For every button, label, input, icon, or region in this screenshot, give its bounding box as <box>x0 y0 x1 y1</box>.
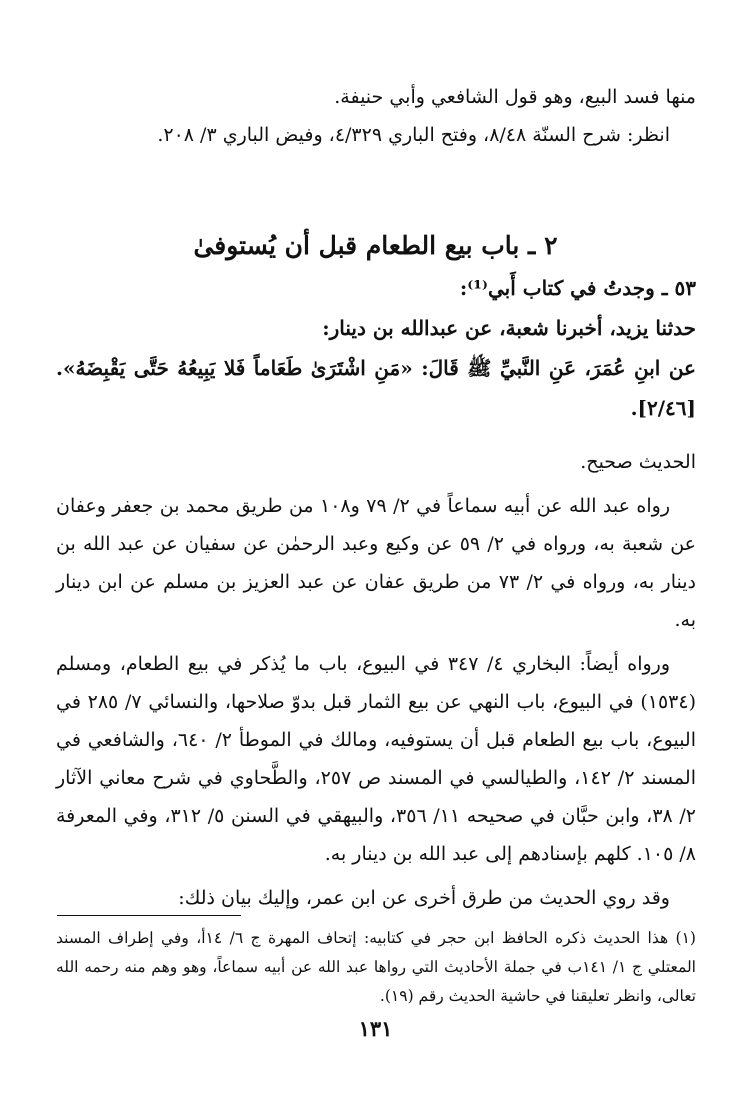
hadith-chain: حدثنا يزيد، أخبرنا شعبة، عن عبدالله بن دينار: <box>322 316 696 340</box>
footnote-separator <box>57 915 241 916</box>
hadith-grade: الحديث صحيح. <box>580 451 696 473</box>
footnote-text: (١) هذا الحديث ذكره الحافظ ابن حجر في كتابيه: إتحاف المهرة ج ٦/ ١٤أ، وفي إطراف المسند المعتلي ج ١/ ١٤١ب في جملة الأحاديث التي رواها عبد الله عن أبيه سماعاً، وهو وهم منه رحمه الله تعالى، وانظر تعليقنا في حاشية الحديث رقم (١٩). <box>56 929 696 1005</box>
intro-section <box>56 78 696 154</box>
hadith-section <box>56 268 696 428</box>
footnote-section <box>56 924 696 1011</box>
intro-line: منها فسد البيع، وهو قول الشافعي وأبي حنيفة. <box>334 86 696 108</box>
hadith-title: ٥٣ ـ وجدتُ في كتاب أَبي⁽¹⁾: <box>459 276 696 300</box>
reference-line: انظر: شرح السنّة ٨/٤٨، وفتح الباري ٤/٣٢٩، وفيض الباري ٣/ ٢٠٨. <box>157 124 670 146</box>
commentary-section <box>56 443 696 917</box>
page-number: ١٣١ <box>358 1016 393 1041</box>
chapter-heading: ٢ ـ باب بيع الطعام قبل أن يُستوفىٰ <box>193 231 558 260</box>
hadith-text: عن ابنِ عُمَرَ، عَنِ النَّبيِّ ﷺ قَالَ: «مَنِ اشْتَرَىٰ طَعَاماً فَلا يَبِيعُهُ حَتَّى يَقْبِضَهُ». [٢/٤٦]. <box>56 356 696 420</box>
commentary-paragraph-3: وقد روي الحديث من طرق أخرى عن ابن عمر، وإليك بيان ذلك: <box>178 887 670 909</box>
commentary-paragraph-2: ورواه أيضاً: البخاري ٤/ ٣٤٧ في البيوع، باب ما يُذكر في بيع الطعام، ومسلم (١٥٣٤) في البيوع، باب النهي عن بيع الثمار قبل بدوّ صلاحها، والنسائي ٧/ ٢٨٥ في البيوع، باب بيع الطعام قبل أن يستوفيه، ومالك في الموطأ ٢/ ٦٤٠، والشافعي في المسند ٢/ ١٤٢، والطيالسي في المسند ص ٢٥٧، والطَّحاوي في شرح معاني الآثار ٢/ ٣٨، وابن حبَّان في صحيحه ١١/ ٣٥٦، والبيهقي في السنن ٥/ ٣١٢، وفي المعرفة ٨/ ١٠٥. كلهم بإسنادهم إلى عبد الله بن دينار به. <box>56 653 697 865</box>
commentary-paragraph-1: رواه عبد الله عن أبيه سماعاً في ٢/ ٧٩ و١٠٨ من طريق محمد بن جعفر وعفان عن شعبة به، ورواه في ٢/ ٥٩ عن وكيع وعبد الرحمٰن عن سفيان عن عبد الله بن دينار به، ورواه في ٢/ ٧٣ من طريق عفان عن عبد العزيز بن مسلم عن ابن دينار به. <box>56 495 696 631</box>
